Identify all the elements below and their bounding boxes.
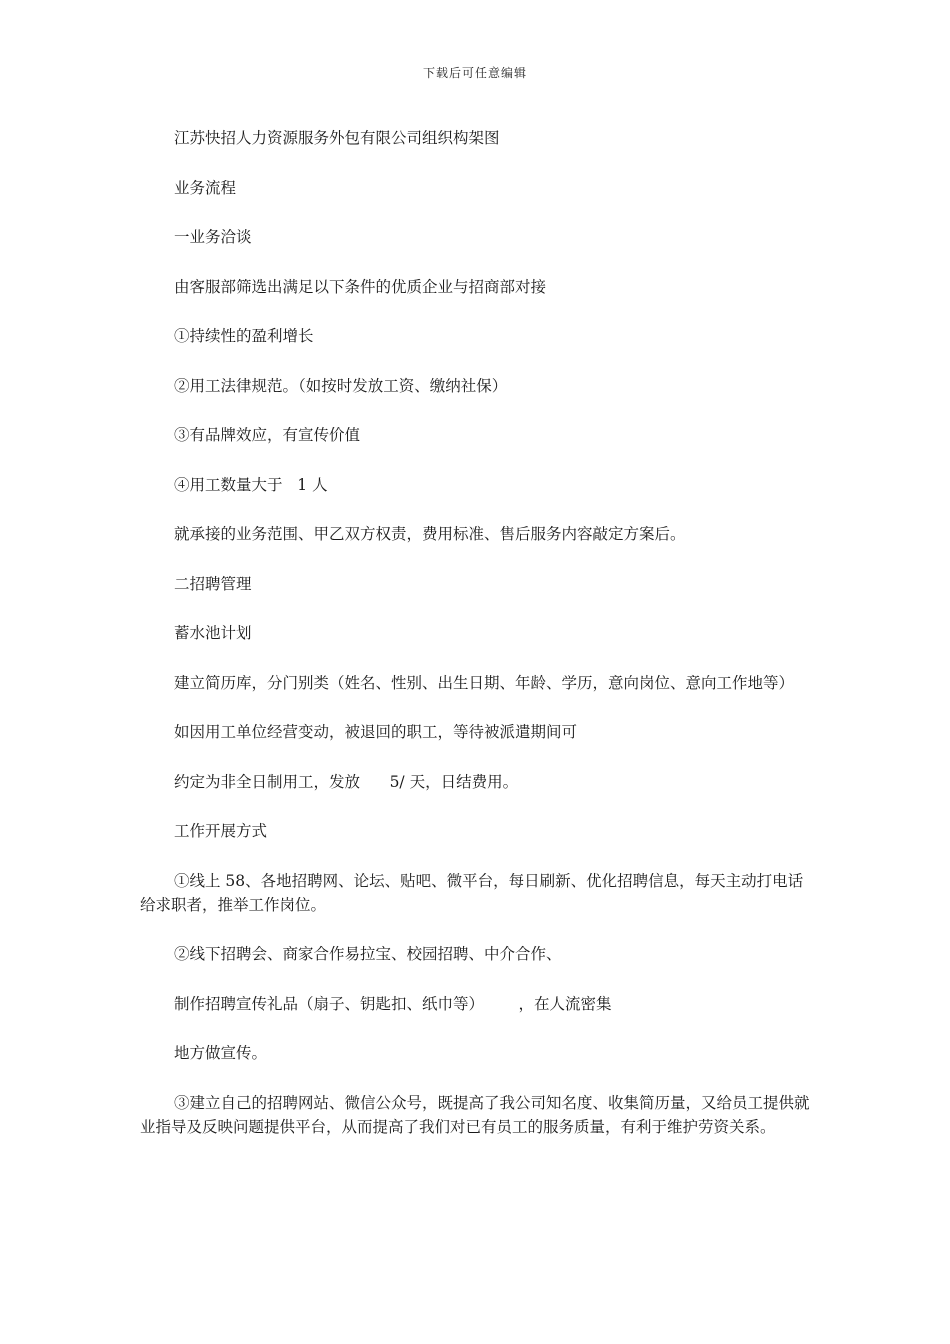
condition-item-3: ③有品牌效应，有宣传价值	[174, 426, 361, 444]
method-item-gifts: 制作招聘宣传礼品（扇子、钥匙扣、纸巾等） ，在人流密集	[174, 994, 612, 1013]
download-edit-note: 下载后可任意编辑	[422, 66, 527, 80]
paragraph-part-time-pay: 约定为非全日制用工，发放 5/ 天，日结费用。	[174, 772, 519, 791]
subheading-work-methods: 工作开展方式	[174, 822, 268, 840]
condition-item-2: ②用工法律规范。（如按时发放工资、缴纳社保）	[174, 376, 508, 395]
document-title: 江苏快招人力资源服务外包有限公司组织构架图	[174, 129, 500, 147]
method-item-website: ③建立自己的招聘网站、微信公众号，既提高了我公司知名度、收集简历量，又给员工提供就业指导及反映问题提供平台，从而提高了我们对已有员工的服务质量，有利于维护劳资关系。	[140, 1093, 810, 1136]
condition-item-1: ①持续性的盈利增长	[174, 327, 314, 345]
method-item-offline: ②线下招聘会、商家合作易拉宝、校园招聘、中介合作、	[174, 945, 562, 963]
method-item-online: ①线上 58、各地招聘网、论坛、贴吧、微平台，每日刷新、优化招聘信息，每天主动打电话给求职者，推举工作岗位。	[140, 871, 804, 914]
paragraph-resume-database: 建立简历库，分门别类（姓名、性别、出生日期、年龄、学历，意向岗位、意向工作地等）	[174, 673, 795, 692]
subheading-reservoir-plan: 蓄水池计划	[174, 624, 252, 642]
paragraph-scope-agreement: 就承接的业务范围、甲乙双方权责，费用标准、售后服务内容敲定方案后。	[174, 525, 686, 543]
section-heading-workflow: 业务流程	[174, 178, 237, 197]
condition-item-4: ④用工数量大于 1 人	[174, 475, 328, 494]
paragraph-client-screening: 由客服部筛选出满足以下条件的优质企业与招商部对接	[174, 277, 547, 296]
method-item-promotion: 地方做宣传。	[174, 1044, 268, 1062]
section-heading-business-negotiation: 一业务洽谈	[174, 228, 252, 246]
document-body	[140, 126, 812, 1164]
paragraph-returned-workers: 如因用工单位经营变动，被退回的职工，等待被派遣期间可	[174, 723, 578, 741]
section-heading-recruitment: 二招聘管理	[174, 574, 252, 593]
